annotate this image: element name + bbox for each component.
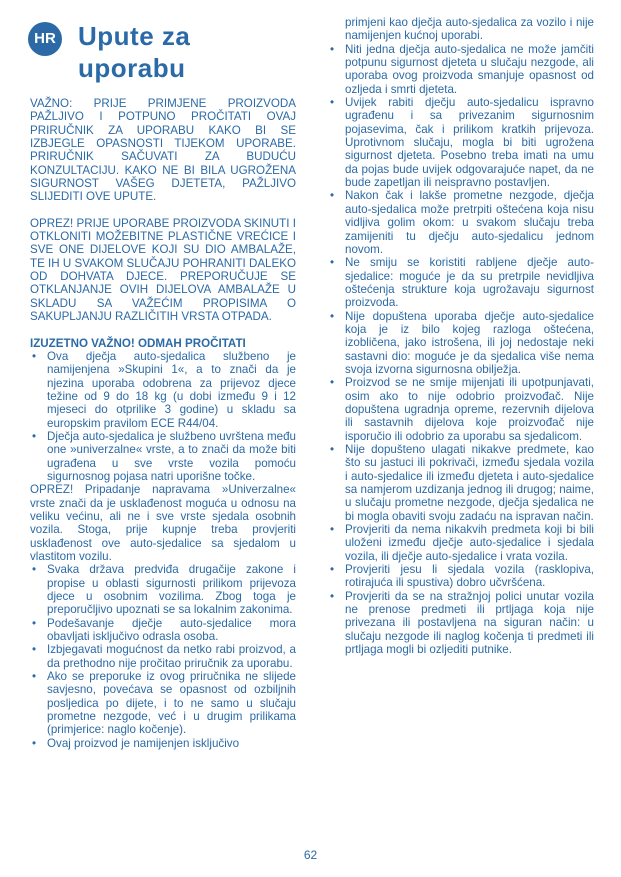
rules-list-continued (328, 16, 594, 657)
language-badge: HR (28, 22, 62, 56)
list-item: • Izbjegavati mogućnost da netko rabi proizvod, a da prethodno nije pročitao priručnik za uporabu. (32, 643, 296, 670)
rules-list (30, 563, 296, 750)
list-item: • Niti jedna dječja auto-sjedalica ne može jamčiti potpunu sigurnost djeteta u slučaju nezgode, ali uporaba ovog proizvoda smanjuje opasnost od ozljeda i smrti djeteta. (330, 42, 594, 96)
bullet-icon: • (32, 349, 37, 363)
page-number: 62 (303, 848, 318, 862)
bullet-icon: • (32, 616, 37, 630)
bullet-icon: • (32, 736, 37, 750)
list-item: • Uvijek rabiti dječju auto-sjedalicu ispravno ugrađenu i sa privezanim sigurnosnim pojasevima, čak i prilikom kratkih prijevoza. Uprotivnom slučaju, mogla bi biti ugrožena sigurnost djeteta. Posebno treba imati na umu da pojas bude uvijek odgovarajuće napet, da ne bude zapetljan ili neispravno postavljen. (330, 96, 594, 190)
warning-paragraph-1: VAŽNO: PRIJE PRIMJENE PROIZVODA PAŽLJIVO I POTPUNO PROČITATI OVAJ PRIRUČNIK ZA UPORABU KAKO BI SE IZBJEGLE OPASNOSTI TIJEKOM UPORABE. PRIRUČNIK SAČUVATI ZA BUDUĆU KONZULTACIJU. KAKO NE BI BILA UGROŽENA SIGURNOST VAŠEG DJETETA, PAŽLJIVO SLIJEDITI OVE UPUTE. (30, 97, 296, 204)
bullet-icon: • (32, 429, 37, 443)
bullet-icon: • (330, 189, 335, 203)
oprez-paragraph: OPREZ! Pripadanje napravama »Univerzalne« vrste znači da je usklađenost moguća u odnosu na veliku većinu, ali ne i sve vrste sjedala osobnih vozila. Stoga, prije kupnje treba provjeriti usklađenost ove auto-sjedalice sa sjedalom u vlastitom vozilu. (30, 483, 296, 563)
bullet-icon: • (330, 42, 335, 56)
list-item-continuation: primjeni kao dječja auto-sjedalica za vozilo i nije namijenjen kućnoj uporabi. (345, 16, 594, 43)
warning-paragraph-2: OPREZ! PRIJE UPORABE PROIZVODA SKINUTI I OTKLONITI MOŽEBITNE PLASTIČNE VREĆICE I SVE ONE DIJELOVE KOJI SU DIO AMBALAŽE, TE IH U SVAKOM SLUČAJU POHRANITI DALEKO OD DOHVATA DJECE. PREPORUČUJE SE OTKLANJANJE OVIH DIJELOVA AMBALAŽE U SKLADU SA VAŽEĆIM PROPISIMA O SAKUPLJANJU RAZLIČITIH VRSTA OTPADA. (30, 216, 296, 324)
bullet-icon: • (32, 643, 37, 657)
left-column (30, 97, 296, 750)
list-item: • Ova dječja auto-sjedalica službeno je namijenjena »Skupini 1«, a to znači da je njezina uporaba odobrena za prijevoz djece težine od 9 do 18 kg (u dobi između 9 i 12 mjeseci do otprilike 3 godine) u skladu sa europskim pravilom ECE R44/04. (32, 349, 296, 430)
bullet-icon: • (32, 670, 37, 684)
page-title: Upute za uporabu (78, 21, 191, 83)
bullet-icon: • (330, 563, 335, 577)
bullet-icon: • (330, 309, 335, 323)
right-column (328, 16, 594, 657)
list-item: • Proizvod se ne smije mijenjati ili upotpunjavati, osim ako to nije odobrio proizvođač. Nije dopuštena ugradnja opreme, rezervnih dijelova ili sastavnih dijelova koje proizvođač nije isporučio ili odobrio za uporabu sa sjedalicom. (330, 376, 594, 443)
list-item: • Nakon čak i lakše prometne nezgode, dječja auto-sjedalica može pretrpiti oštećena koja nisu vidljiva golim okom: u svakom slučaju treba zamijeniti tu dječju auto-sjedalicu jednom novom. (330, 189, 594, 256)
list-item: • Podešavanje dječje auto-sjedalice mora obavljati isključivo odrasla osoba. (32, 616, 296, 644)
list-item: • Ako se preporuke iz ovog priručnika ne slijede savjesno, povećava se opasnost od ozbiljnih posljedica po dijete, i to ne samo u slučaju prometne nezgode, već i u drugim prilikama (primjerice: naglo kočenje). (32, 670, 296, 737)
bullet-icon: • (32, 563, 37, 577)
list-item: • Svaka država predviđa drugačije zakone i propise u oblasti sigurnosti prilikom prijevoza djece u osobnim vozilima. Zbog toga je preporučljivo upoznati se sa lokalnim zakonima. (32, 563, 296, 617)
list-item: • Provjeriti da nema nikakvih predmeta koji bi bili uloženi između dječje auto-sjedalice i sjedala vozila, ili dječje auto-sjedalice i vrata vozila. (330, 523, 594, 563)
list-item: • Nije dopuštena uporaba dječje auto-sjedalice koja je iz bilo kojeg razloga oštećena, izobličena, jako istrošena, ili joj nedostaje neki sastavni dio: moguće je da sjedalica više nema svoja izvorna sigurnosna obilježja. (330, 309, 594, 376)
bullet-icon: • (330, 523, 335, 537)
bullet-icon: • (330, 443, 335, 456)
list-item: • Ne smiju se koristiti rabljene dječje auto-sjedalice: moguće je da su pretrpile nevidljiva oštećenja strukture koja ugrožavaju sigurnost proizvoda. (330, 256, 594, 310)
list-item: • Dječja auto-sjedalica je službeno uvrštena među one »univerzalne« vrste, a to znači da može biti ugrađena u svе vrste vozila pomoću sigurnosnog pojasa natri uporišne točke. (32, 429, 296, 483)
bullet-icon: • (330, 376, 335, 390)
bullet-icon: • (330, 256, 335, 270)
important-list (30, 350, 296, 483)
important-heading: IZUZETNO VAŽNO! ODMAH PROČITATI (30, 336, 246, 350)
list-item: • Provjeriti jesu li sjedala vozila (rasklopiva, rotirajuća ili spustiva) dobro učvršćena. (330, 563, 594, 590)
list-item: • Ovaj proizvod je namijenjen isključivo (32, 736, 240, 750)
bullet-icon: • (330, 96, 335, 110)
list-item: • Provjeriti da se na stražnjoj polici unutar vozila ne prenose predmeti ili prtljaga koja nije privezana ili postavljena na siguran način: u slučaju nezgode ili naglog kočenja ti predmeti ili prtljaga mogli bi ozljediti putnike. (330, 589, 594, 657)
list-item: • Nije dopušteno ulagati nikakve predmete, kao što su jastuci ili pokrivači, između sjedala vozila i auto-sjedalice ili između djeteta i auto-sjedalice sa namjerom uzdizanja jednog ili drugog; naime, u slučaju prometne nezgode, dječja sjedalica ne bi mogla obaviti svoju zadaću na ispravan način. (330, 443, 594, 523)
bullet-icon: • (330, 589, 335, 603)
